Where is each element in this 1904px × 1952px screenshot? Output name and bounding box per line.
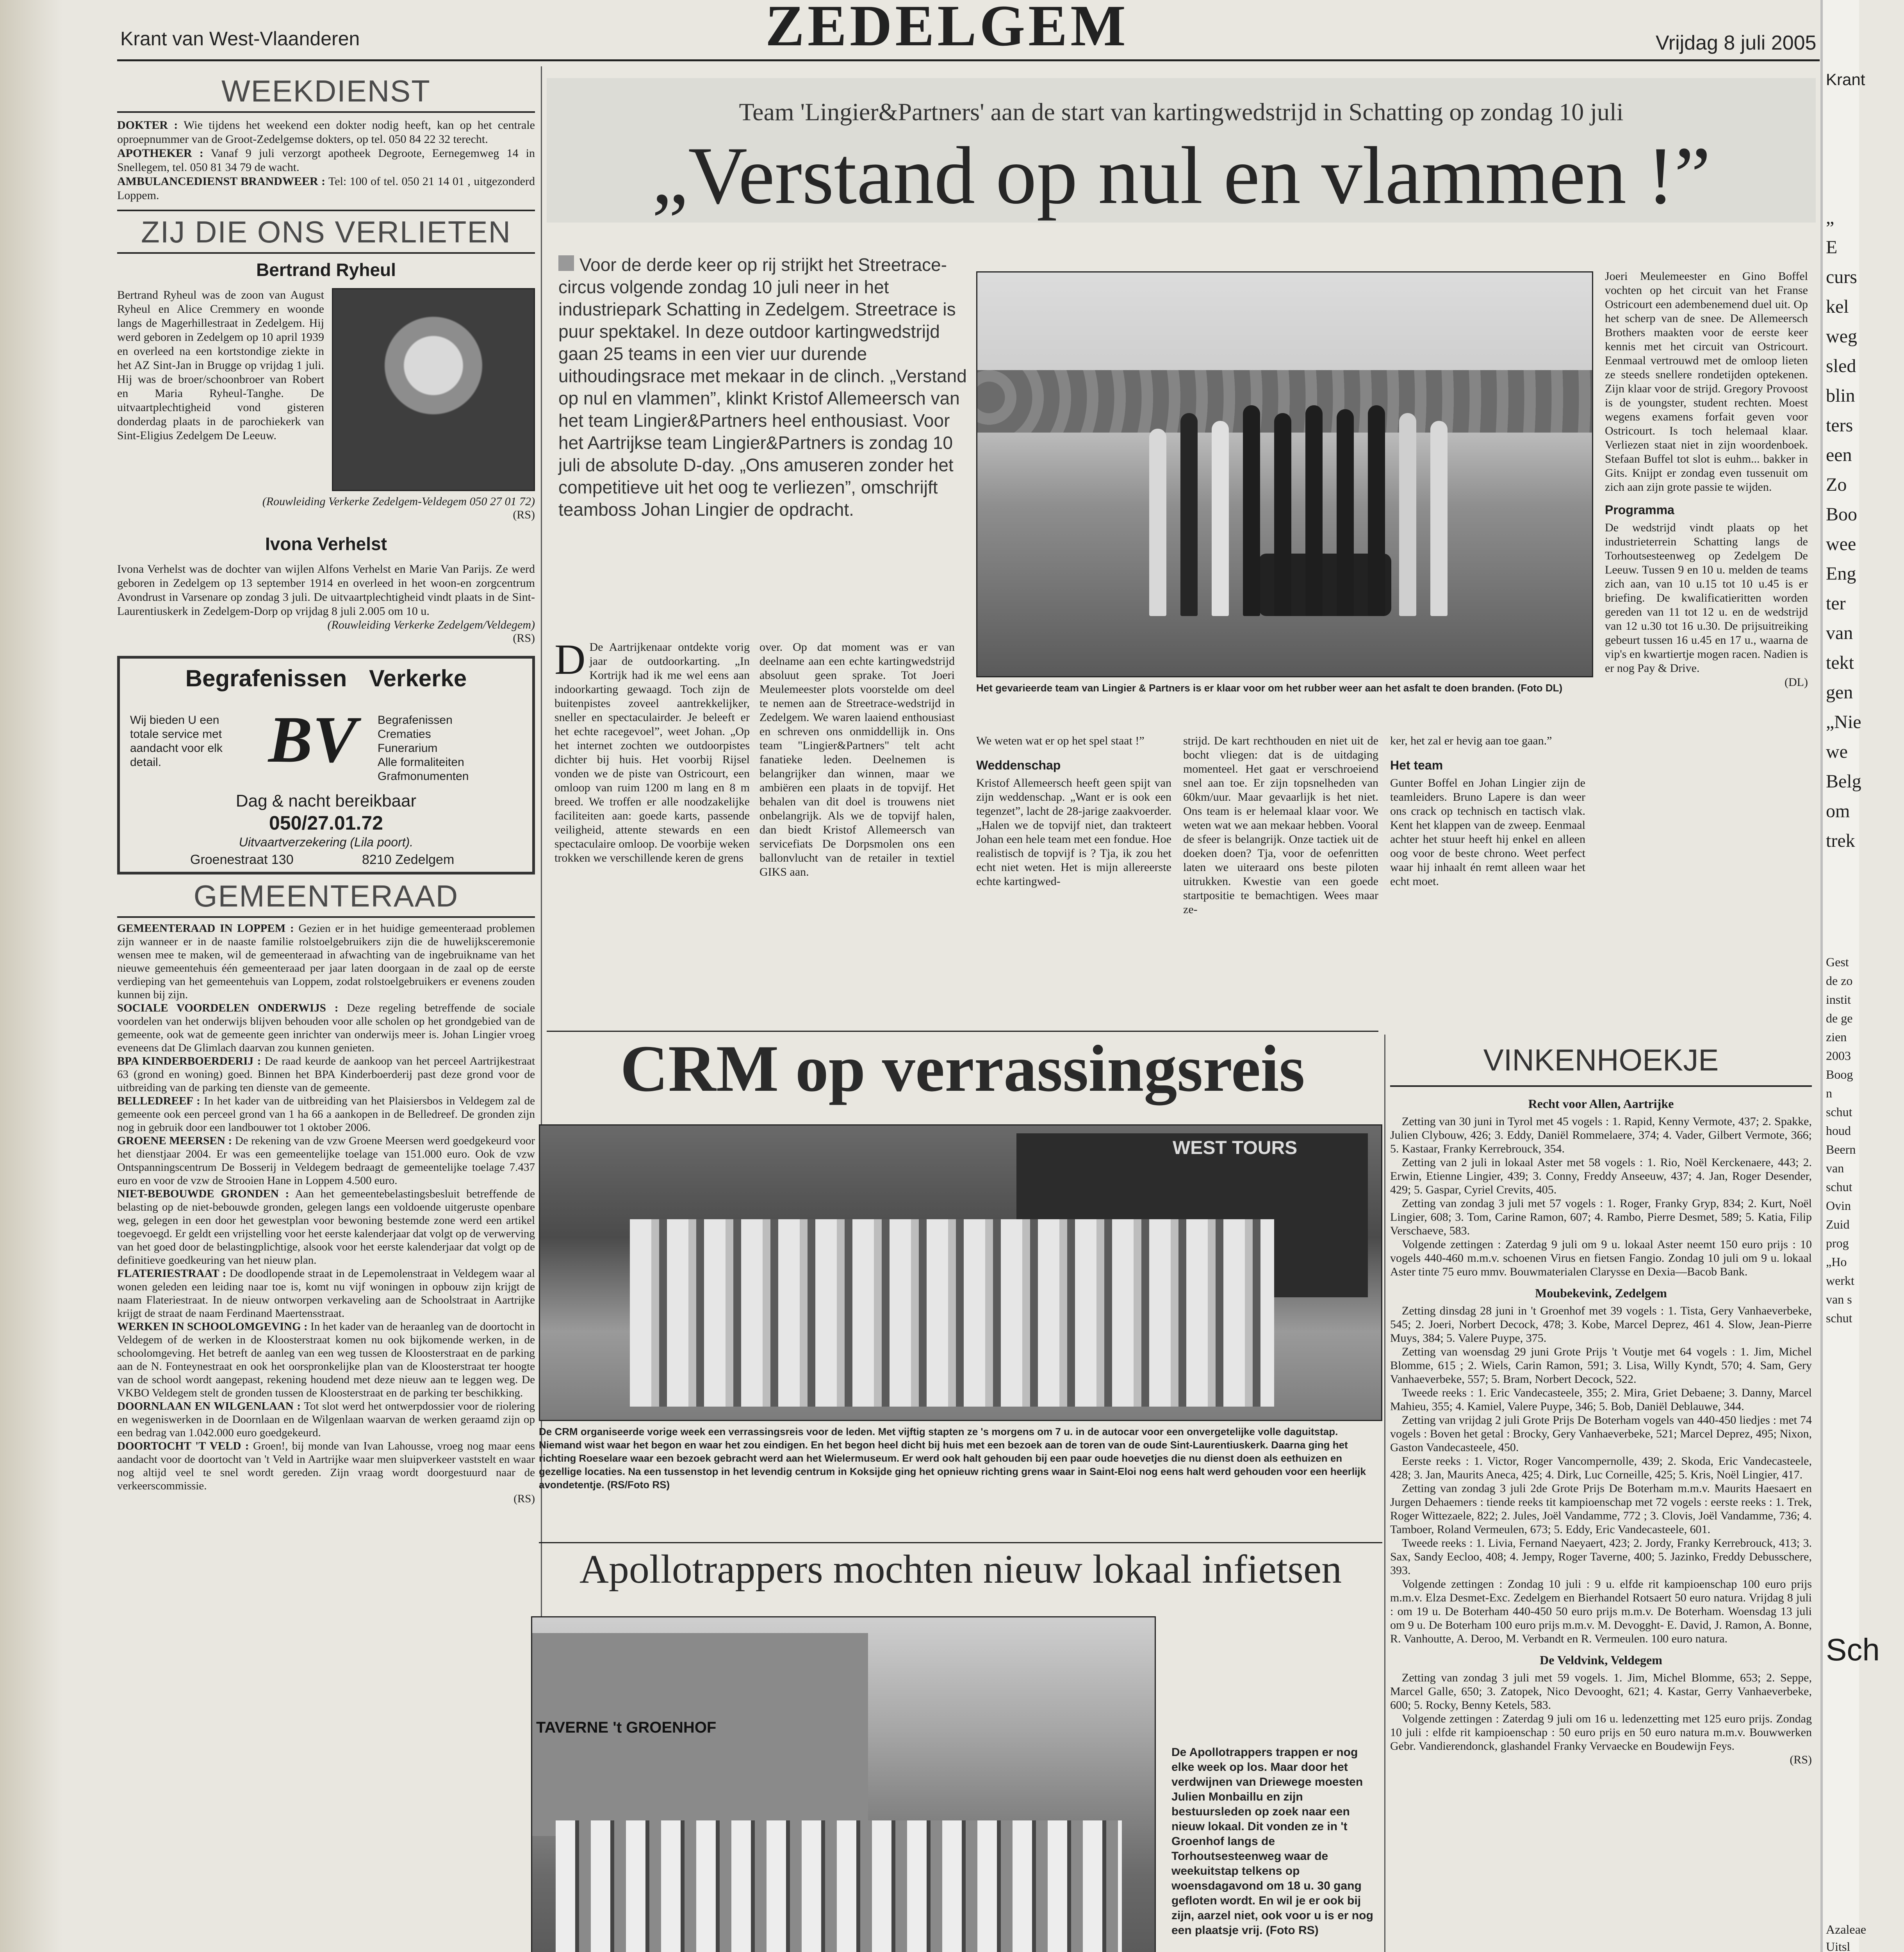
funeral-ad — [117, 656, 535, 874]
fragment: „ — [1826, 207, 1834, 228]
fragment: Zo — [1826, 474, 1847, 495]
result-paragraph: Volgende zettingen : Zaterdag 9 juli om 16 u. ledenzetting met 125 euro prijs. Zondag 10 juli : elfde rit kampioenschap : 50 euro prijs en 50 euro natura m.m.v. Bouwwerken Gebr. Vandierendonck, glashandel Franky Vervaecke en Boudewijn Feys. — [1390, 1712, 1812, 1753]
karting-lead — [558, 254, 972, 521]
club-name: Recht voor Allen, Aartrijke — [1528, 1097, 1674, 1111]
item-label: WERKEN IN SCHOOLOMGEVING : — [117, 1320, 308, 1333]
ad-services — [378, 713, 469, 784]
apollo-side-text: De Apollotrappers trappen er nog elke week op los. Maar door het verdwijnen van Driewege moesten Julien Monbaillu en zijn bestuursleden op zoek naar een nieuw lokaal. Dit vonden ze in 't Groenhof langs de Torhoutsesteenweg waar de weekuitstap telkens op woensdagavond om 18 u. 30 gang gefloten wordt. En wil je er ook bij zijn, aarzel niet, ook voor u is er nog een plaatsje vrij. (Foto RS) — [1171, 1746, 1373, 1937]
fragment: prog — [1826, 1236, 1849, 1250]
obituary-credit: (Rouwleiding Verkerke Zedelgem/Veldegem) — [327, 618, 535, 631]
ad-logo: BV — [268, 703, 357, 776]
fragment: „Nie — [1826, 712, 1861, 732]
fragment: Eng — [1826, 563, 1856, 584]
fragment: van — [1826, 1161, 1844, 1175]
fragment: schut — [1826, 1311, 1852, 1325]
fragment: houd — [1826, 1124, 1851, 1138]
item-text: Gezien er in het huidige gemeenteraad problemen zijn wanneer er in de naaste familie rolstoelgebruikers zijn die de huwelijksceremonie wensen mee te maken, wil de gemeenteraad in afwachting van de ingebruikname van het nieuwe gemeentehuis één gemeenteraad per jaar laten doorgaan in de zaal op de eerste verdieping van het gemeentehuis van Loppem, zodat rolstoelgebruikers er evenens zouden kunnen bij zijn. — [117, 922, 535, 1001]
item-text: Deze regeling betreffende de sociale voordelen van het onderwijs blijven behouden voor alle scholen op het grondgebied van de gemeente, ook wat de gemeente geen inrichter van onderwijs meer is. Johan Lingier vroeg eveneens dat De Glimlach daarvan zou kunnen genieten. — [117, 1002, 535, 1054]
obituary-name: Bertrand Ryheul — [256, 260, 396, 280]
result-paragraph: Volgende zettingen : Zaterdag 9 juli om 9 u. lokaal Aster neemt 150 euro prijs : 10 vogels 440-460 m.m.v. schoenen Virus en fietsen Fangio. Zondag 10 juli om 9 u. lokaal Aster tinte 75 euro mmv. Bouwmaterialen Clarysse en Dexia—Bacob Bank. — [1390, 1238, 1812, 1278]
adjacent-page — [1820, 0, 1880, 1952]
fragment: instit — [1826, 992, 1851, 1006]
item-text: Tot slot werd het ontwerpdossier voor de riolering en wegeniswerken in de Doornlaan en de Wilgenlaan waarvan de werken geraamd zijn op een bedrag van 1.042.000 euro goedgekeurd. — [117, 1400, 535, 1439]
item-label: SOCIALE VOORDELEN ONDERWIJS : — [117, 1002, 339, 1014]
fragment: curs — [1826, 267, 1857, 287]
fragment: Zuid — [1826, 1217, 1850, 1231]
result-paragraph: Eerste reeks : 1. Victor, Roger Vancompernolle, 439; 2. Skoda, Eric Vandecasteele, 428; 3. Jan, Maurits Aneca, 425; 4. Dirk, Luc Corneille, 425; 5. Kris, Noël Lingier, 417. — [1390, 1455, 1812, 1481]
fragment: Ovin — [1826, 1199, 1851, 1213]
item-label: DOORNLAAN EN WILGENLAAN : — [117, 1400, 301, 1412]
fragment: we — [1826, 741, 1848, 762]
service-item: Funerarium — [378, 742, 438, 755]
pharmacist-text: Vanaf 9 juli verzorgt apotheek Degroote, Eernegemweg 14 in Snellegem, tel. 050 81 34 79 de wacht. — [117, 147, 535, 174]
club-name: De Veldvink, Veldegem — [1540, 1653, 1662, 1667]
fragment: Uitsl — [1826, 1940, 1851, 1952]
weekdienst-title: WEEKDIENST — [221, 74, 431, 108]
service-item: Alle formaliteiten — [378, 756, 464, 769]
fragment: Beern — [1826, 1142, 1856, 1156]
fragment: „Ho — [1826, 1255, 1847, 1269]
result-paragraph: Zetting dinsdag 28 juni in 't Groenhof met 39 vogels : 1. Tista, Gery Vanhaeverbeke, 545; 2. Joeri, Norbert Decock, 478; 3. Kobe, Marcel Deprez, 461 4. Slow, Jean-Pierre Muys, 384; 5. Valere Puype, 375. — [1390, 1304, 1812, 1345]
karting-col-2: over. Op dat moment was er van deelname aan een echte kartingwedstrijd absoluut geen sprake. Tot Joeri Meulemeester plots voorstelde om deel te nemen aan de Streetrace-wedstrijd in Zedelgem. We waren laaiend enthousiast en schreven ons onmiddellijk in. Ons team "Lingier&Partners" telt acht fanatieke leden. Deelnemen is belangrijker dan winnen, maar we ambiëren een plaats in de topvijf. Het behalen van dit doel is trouwens niet onbelangrijk. Als we de topvijf halen, dan biedt Kristof Allemeersch van servicefiats De Dorpsmolen ons een ballonvlucht van de retailer in textiel GIKS aan. — [759, 641, 955, 878]
divider — [117, 210, 535, 211]
fragment: Gest — [1826, 955, 1849, 969]
result-paragraph: Zetting van vrijdag 2 juli Grote Prijs De Boterham vogels van 440-450 liedjes : met 74 vogels : Boven het getal : Brocky, Gery Vanhaeverbeke, 521; Marcel Deprez, 495; Nixon, Gaston Vandecasteele, 450. — [1390, 1414, 1812, 1454]
header-rule — [117, 59, 1820, 61]
col-text: De wedstrijd vindt plaats op het industrieterrein Schatting langs de Torhoutsesteenweg op Zedelgem De Leeuw. Tussen 9 en 10 u. melden de teams zich aan, van 10 u.15 tot 10 u.45 is er briefing. De kwalificatieritten worden gereden van 11 tot 12 u. en de wedstrijd van 12 u.30 tot 16 u.30. De prijsuitreiking gebeurt tussen 16 u.45 en 17 u., waarna de vip's en kwartiertje mogen racen. Nadien is er nog Pay & Drive. — [1605, 521, 1808, 675]
item-text: De raad keurde de aankoop van het perceel Aartrijkestraat 63 (grond en woning) goed. Binnen het BPA Kinderboerderij past deze grond voor de uitbreiding van de parking ten dienste van de gemeente. — [117, 1055, 535, 1094]
fragment: blin — [1826, 385, 1855, 406]
obituary-text: Bertrand Ryheul was de zoon van August Ryheul en Alice Cremmery en woonde langs de Magerhillestraat in Zedelgem. Hij werd geboren in Zedelgem op 10 april 1939 en overleed na een kortstondige ziekte in het AZ Sint-Jan in Brugge op vrijdag 1 juli. Hij was de broer/schoonbroer van Robert en Maria Ryheul-Tanghe. De uitvaartplechtigheid vond gisteren donderdag plaats in de parochiekerk van Sint-Eligius Zedelgem De Leeuw. — [117, 289, 324, 442]
author-sign: (DL) — [1785, 676, 1808, 689]
item-text: Aan het gemeentebelastingsbesluit betreffende de belasting op de niet-bebouwde gronden, gelegen langs een voldoende uitgeruste openbare weg, gelegen in een door het gewestplan voor bewoning bestemde zone werd een artikel toegevoegd. Er geldt een vrijstelling voor het eerste kalenderjaar dat volgt op de verwerving van het goed door de belastingplichtige, alsook voor het eerste kalenderjaar dat volgt op de definitieve goedkeuring van het nieuw plan. — [117, 1188, 535, 1266]
section-rule — [539, 1542, 1382, 1543]
crm-headline: CRM op verrassingsreis — [620, 1032, 1305, 1105]
ad-phone: 050/27.01.72 — [269, 812, 383, 834]
item-label: BELLEDREEF : — [117, 1095, 200, 1107]
item-label: DOORTOCHT 'T VELD : — [117, 1440, 249, 1452]
subhead: Het team — [1390, 758, 1443, 772]
vinkenhoekje-title: VINKENHOEKJE — [1483, 1043, 1719, 1077]
fragment: wee — [1826, 534, 1856, 554]
ambulance-label: AMBULANCEDIENST BRANDWEER : — [117, 175, 326, 188]
result-paragraph: Volgende zettingen : Zondag 10 juli : 9 u. elfde rit kampioenschap 100 euro prijs m.m.v. Elza Desmet-Exc. Zedelgem en Bierhandel Rotsaert 50 euro natura. Vrijdag 8 juli : om 19 u. De Boterham 440-450 50 euro prijs m.m.v. De Boterham. Woensdag 13 juli om 9 u. De Boterham 100 euro prijs m.m.v. M. Devogght- E. David, J. Ramon, A. Bonne, R. Vanhoutte, A. Deroo, M. Verbandt en R. Vermeulen. 100 euro natura. — [1390, 1578, 1812, 1645]
fragment: ter — [1826, 593, 1846, 614]
fragment: 2003 — [1826, 1049, 1851, 1063]
item-label: NIET-BEBOUWDE GRONDEN : — [117, 1188, 289, 1200]
ad-title: Begrafenissen Verkerke — [185, 665, 467, 691]
team-group — [1149, 397, 1462, 616]
col-text: Gunter Boffel en Johan Lingier zijn de teamleiders. Bruno Lapere is dan weer ons crack op technisch en tactisch vlak. Kent het klappen van de zweep. Eenmaal achter het stuur heeft hij enkel en alleen oog voor de beste chrono. Weet perfect waar hij inhaalt én remt alleen waar het echt moet. — [1390, 777, 1585, 888]
divider — [1390, 1085, 1812, 1087]
fragment: van — [1826, 623, 1853, 643]
fragment: n — [1826, 1086, 1832, 1100]
ambulance-text: Tel: 100 of tel. 050 21 14 01 , uitgezonderd Loppem. — [117, 175, 535, 202]
item-text: De rekening van de vzw Groene Meersen werd goedgekeurd voor het dienstjaar 2004. Er was een gemeentelijke toelage van 151.000 euro. Ook de vzw Ontspanningscentrum De Bosserij in Veldegem bedraagt de gemeentelijke toelage 7.437 euro en voor de vzw de Strooien Hane in Loppem 4.500 euro. — [117, 1135, 535, 1187]
item-text: De doodlopende straat in de Lepemolenstraat in Veldegem waar al wonen geleden een leiding naar toe is, komt nu vijf woningen in opbouw zijn krijgt de naam Flateriestraat. In de nieuw ontworpen verkaveling aan de Schoolstraat in Aartrijke krijgt de straat de naam Ferdinand Maertensstraat. — [117, 1267, 535, 1320]
service-item: Crematies — [378, 728, 431, 741]
author-sign: (RS) — [513, 632, 535, 645]
karting-kicker: Team 'Lingier&Partners' aan de start van kartingwedstrijd in Schatting op zondag 10 juli — [739, 98, 1624, 126]
fragment: ters — [1826, 415, 1853, 436]
council-text — [117, 922, 535, 1492]
team-photo-caption: Het gevarieerde team van Lingier & Partners is er klaar voor om het rubber weer aan het asfalt te doen branden. (Foto DL) — [976, 682, 1563, 694]
fragment: Boog — [1826, 1067, 1853, 1081]
fragment: Azaleae — [1826, 1922, 1867, 1936]
result-paragraph: Tweede reeks : 1. Eric Vandecasteele, 355; 2. Mira, Griet Debaene; 3. Danny, Marcel Mahieu, 355; 4. Kamiel, Valere Puype, 346; 5. Bob, Daniël Deblauwe, 344. — [1390, 1386, 1812, 1413]
fragment: schut — [1826, 1105, 1852, 1119]
team-photo — [976, 271, 1593, 677]
vinkenhoekje-body — [1390, 1093, 1812, 1767]
page-binding-shadow — [0, 0, 62, 1952]
group — [630, 1219, 1274, 1407]
item-text: In het kader van de uitbreiding van het Plaisiersbos in Veldegem zal de gemeente ook een perceel grond van 1 ha 66 a aankopen in de Belledreef. De gronden zijn nog in gebruik door een landbouwer tot 1 oktober 2006. — [117, 1095, 535, 1134]
ad-note: Uitvaartverzekering (Lila poort). — [239, 835, 414, 849]
subhead: Weddenschap — [976, 758, 1061, 772]
fragment: Belg — [1826, 771, 1861, 792]
item-text: Groen!, bij monde van Ivan Lahousse, vroeg nog maar eens aandacht voor de doortocht van 't Veld in Aartrijke waar men sluipverkeer vaststelt en waar nog altijd veel te snel wordt gereden. Zijn vraag wordt doorgestuurd naar de verkeerscommissie. — [117, 1440, 535, 1492]
karting-col-3 — [976, 734, 1171, 889]
tavern-sign: TAVERNE 't GROENHOF — [536, 1719, 717, 1736]
cyclists — [556, 1820, 1122, 1952]
issue-date: Vrijdag 8 juli 2005 — [1656, 32, 1817, 54]
fragment: sled — [1826, 356, 1856, 376]
lead-marker-icon — [558, 255, 574, 271]
obituary-name: Ivona Verhelst — [265, 534, 387, 554]
fragment: de ge — [1826, 1011, 1853, 1025]
portrait-photo — [332, 288, 535, 491]
subhead: Programma — [1605, 503, 1674, 517]
col-text: We weten wat er op het spel staat !” — [976, 734, 1145, 747]
fragment: zien — [1826, 1030, 1847, 1044]
pharmacist-label: APOTHEKER : — [117, 147, 203, 160]
fragment: kel — [1826, 296, 1849, 317]
fragment: trek — [1826, 830, 1855, 851]
fragment: van s — [1826, 1292, 1852, 1306]
publication-name: Krant van West-Vlaanderen — [120, 28, 360, 50]
service-item: Grafmonumenten — [378, 770, 469, 783]
author-sign: (RS) — [513, 508, 535, 521]
ad-address-city: 8210 Zedelgem — [362, 852, 455, 867]
karting-headline: „Verstand op nul en vlammen !” — [652, 130, 1711, 221]
adjacent-text — [1826, 953, 1904, 1327]
obituary-credit: (Rouwleiding Verkerke Zedelgem-Veldegem 050 27 01 72) — [262, 495, 535, 508]
club-name: Moubekevink, Zedelgem — [1535, 1286, 1667, 1300]
doctor-label: DOKTER : — [117, 119, 178, 132]
apollo-photo — [531, 1616, 1156, 1952]
divider — [117, 916, 535, 918]
col-text: Kristof Allemeersch heeft geen spijt van zijn weddenschap. „Want er is ook een tegenzet”, lacht de 28-jarige zaakvoerder. „Halen we de topvijf niet, dan trakteert Johan een hele team met een fondue. Hoe realistisch de topvijf is ? Tja, ik zou het echt niet weten. Het is mijn allereerste echte kartingwed- — [976, 777, 1171, 888]
fragment: werkt — [1826, 1273, 1854, 1288]
fragment: E — [1826, 237, 1838, 258]
apollo-headline: Apollotrappers mochten nieuw lokaal infietsen — [579, 1547, 1342, 1592]
result-paragraph: Zetting van zondag 3 juli 2de Grote Prijs De Boterham m.m.v. Maurits Haesaert en Jurgen Dehaemers : tiende reeks tit kampioenschap met 72 vogels : eerste reeks : 1. Trek, Roger Wittezaele, 822; 2. Jules, Joël Vandamme, 772 ; 3. Clovis, Joël Vandamme, 736; 4. Tamboer, Roland Vermeulen, 673; 5. Eddy, Eric Vandecasteele, 601. — [1390, 1482, 1812, 1536]
col-text: Joeri Meulemeester en Gino Boffel vochten op het circuit van het Franse Ostricourt een adembenemend duel uit. Op het scherp van de snee. De Allemeersch Brothers maakten voor de eerste keer kennis met het circuit van Ostricourt. Eenmaal vertrouwd met de omloop lieten ze steeds snellere rondetijden optekenen. Zijn klaar voor de strijd. Gregory Provoost is de youngster, student rechten. Moest wegens examens forfait geven voor Ostricourt. Is toch helemaal klaar. Verliezen staat niet in zijn woordenboek. Stefaan Buffel tot slot is euhm... bakker in Gits. Knijpt er zondag even tussenuit om zich aan zijn grote passie te wijden. — [1605, 270, 1808, 493]
service-item: Begrafenissen — [378, 714, 453, 727]
karting-col-5 — [1390, 734, 1585, 889]
item-label: GEMEENTERAAD IN LOPPEM : — [117, 922, 294, 935]
karting-col-4: strijd. De kart rechthouden en niet uit de bocht vliegen: dat is de uitdaging momenteel. Het gaat er verschroeiend snel aan toe. Er zijn topsnelheden van 60km/uur. Maar gevaarlijk is het niet. Ons team is er helemaal klaar voor. We weten wat we aan mekaar hebben. Vooral de sfeer is belangrijk. Onze tactiek uit de doeken doen? Tja, voor de oefenritten laten we uiteraard ons beste piloten uitrukken. Kwestie van een goede startpositie te bemachtigen. Wees maar ze- — [1183, 734, 1378, 916]
result-paragraph: Zetting van 30 juni in Tyrol met 45 vogels : 1. Rapid, Kenny Vermote, 437; 2. Spakke, Julien Clybouw, 426; 3. Eddy, Daniël Rommelaere, 374; 4. Vader, Gilbert Vermote, 366; 5. Kastaar, Franky Kerrebrouck, 354. — [1390, 1115, 1812, 1155]
section-title: ZEDELGEM — [765, 0, 1129, 58]
col-text: De Aartrijkenaar ontdekte vorig jaar de outdoorkarting. „In Kortrijk had ik me wel eens aan indoorkarting gewaagd. Toch zijn de buitenpistes zoveel aantrekkelijker, sneller en spectaculairder. Je beleeft er het echte racegevoel”, weet Johan. „Op het internet zochten we outdoorpistes dichter bij huis. Het voorbij Rijsel vonden we de piste van Ostricourt, een omloop van ruim 1200 m lang en 8 m breed. We troffen er alle noodzakelijke faciliteiten aan: goede karts, passende veiligheid, attente stewards en een spectaculaire omloop. De voorbije weken trokken we verschillende keren de grens — [554, 641, 750, 864]
fragment: gen — [1826, 682, 1853, 703]
lead-text: Voor de derde keer op rij strijkt het Streetrace-circus volgende zondag 10 juli neer in het industriepark Schatting in Zedelgem. Streetrace is puur spektakel. In deze outdoor kartingwedstrijd gaan 25 teams in een vier uur durende uithoudingsrace met mekaar in de clinch. „Verstand op nul en vlammen”, klinkt Kristof Allemeersch van het team Lingier&Partners heel enthousiast. Voor het Aartrijkse team Lingier&Partners is zondag 10 juli de absolute D-day. „Ons amuseren zonder het competitieve uit het oog te verliezen”, omschrijft teamboss Johan Lingier de opdracht. — [558, 255, 967, 520]
result-paragraph: Tweede reeks : 1. Livia, Fernand Naeyaert, 423; 2. Jordy, Franky Kerrebrouck, 413; 3. Sax, Sandy Eecloo, 408; 4. Jempy, Roger Taverne, 400; 5. Jazinko, Freddy Debusschere, 393. — [1390, 1537, 1812, 1577]
column-divider — [1384, 1035, 1385, 1952]
dropcap: D — [554, 636, 586, 683]
ad-tagline: Dag & nacht bereikbaar — [235, 791, 417, 810]
result-paragraph: Zetting van woensdag 29 juni Grote Prijs 't Voutje met 64 vogels : 1. Jim, Michel Blomme, 615 ; 2. Wiels, Carin Ramon, 591; 3. Lisa, Willy Kyndt, 570; 4. Sam, Gery Vanhaeverbeke, 557; 5. Bram, Norbert Decock, 522. — [1390, 1345, 1812, 1386]
adjacent-text — [1826, 203, 1904, 856]
karting-col-1 — [554, 636, 750, 865]
item-label: FLATERIESTRAAT : — [117, 1267, 226, 1280]
fragment: schut — [1826, 1180, 1852, 1194]
item-label: GROENE MEERSEN : — [117, 1135, 232, 1147]
adjacent-text — [1826, 1921, 1904, 1952]
adjacent-heading: Sch — [1826, 1632, 1880, 1667]
crm-group-photo — [539, 1124, 1382, 1421]
item-label: BPA KINDERBOERDERIJ : — [117, 1055, 261, 1067]
fragment: om — [1826, 801, 1850, 821]
divider — [117, 252, 535, 254]
crm-caption: De CRM organiseerde vorige week een verrassingsreis voor de leden. Met vijftig stapten ze 's morgens om 7 u. in de autocar voor een onvergetelijke volle daguitstap. Niemand wist waar het begon en waar het zou eindigen. En het begon heel dicht bij huis met een bezoek aan de toren van de oude Sint-Laurentiuskerk. Daarna ging het richting Roeselare waar een bezoek gebracht werd aan het Wielermuseum. Er werd ook halt gehouden bij een paar oude hoevetjes die nu dienst doen als eethuizen en gezellige locaties. Na een tussenstop in het levendig centrum in Koksijde ging het opnieuw richting grens waar in Saint-Eloi nog eens halt werd gehouden voor een heerlijk avondetentje. (RS/Foto RS) — [539, 1426, 1366, 1491]
result-paragraph: Zetting van 2 juli in lokaal Aster met 58 vogels : 1. Rio, Noël Kerckenaere, 443; 2. Erwin, Etienne Lingier, 439; 3. Conny, Freddy Anseeuw, 437; 4. Jan, Roger Desender, 429; 5. Gaspar, Cyriel Crevits, 405. — [1390, 1156, 1812, 1196]
author-sign: (RS) — [1790, 1753, 1812, 1766]
fragment: Boo — [1826, 504, 1858, 525]
ad-address-street: Groenestraat 130 — [190, 852, 294, 867]
weekdienst-text — [117, 118, 535, 203]
ad-left-text: Wij bieden U een totale service met aandacht voor elk detail. — [130, 714, 223, 769]
fragment: de zo — [1826, 974, 1853, 988]
result-paragraph: Zetting van zondag 3 juli met 57 vogels : 1. Roger, Franky Gryp, 834; 2. Kurt, Noël Lingier, 608; 3. Tom, Carine Ramon, 607; 4. Rambo, Pierre Desmet, 589; 5. Katia, Filip Verschaeve, 583. — [1390, 1197, 1812, 1237]
karting-right-column — [1605, 269, 1808, 689]
result-paragraph: Zetting van zondag 3 juli met 59 vogels. 1. Jim, Michel Blomme, 653; 2. Seppe, Marcel Galle, 650; 3. Zatopek, Nico Devooght, 621; 4. Kastar, Gerry Vanhaeverbeke, 600; 5. Rocky, Benny Ketels, 583. — [1390, 1671, 1812, 1712]
council-title: GEMEENTERAAD — [193, 879, 459, 913]
adjacent-header: Krant — [1826, 70, 1865, 89]
left-column — [117, 66, 535, 1952]
divider — [117, 111, 535, 113]
fragment: een — [1826, 445, 1852, 465]
obituaries-title: ZIJ DIE ONS VERLIETEN — [141, 215, 511, 249]
fragment: weg — [1826, 326, 1857, 347]
obituary-text: Ivona Verhelst was de dochter van wijlen Alfons Verhelst en Marie Van Parijs. Ze werd geboren in Zedelgem op 13 september 1914 en overleed in het woon-en zorgcentrum Avondrust in Varsenare op zondag 3 juli. De uitvaartplechtigheid vindt plaats in de Sint-Laurentiuskerk in Zedelgem-Dorp op vrijdag 8 juli 2.005 om 10 u. — [117, 563, 535, 618]
doctor-text: Wie tijdens het weekend een dokter nodig heeft, kan op het centrale oproepnummer van de Groot-Zedelgemse dokters, op tel. 050 84 22 32 terecht. — [117, 119, 535, 146]
item-text: In het kader van de heraanleg van de doortocht in Veldegem of de werken in de Kloosterstraat komen nu ook bijkomende werken, in de schoolomgeving. Het betreft de aanleg van een weg tussen de Kloosterstraat en de parking aan de N. Fonteynestraat en ook het oorspronkelijke plan van de Kloosterstraat ter hoogte van de school wordt aangepast, rekening houdend met deze nieuw aan te leggen weg. De VKBO Veldegem stelt de gronden tussen de Kloosterstraat en de parking ter beschikking. — [117, 1320, 535, 1399]
col-text: ker, het zal er hevig aan toe gaan.” — [1390, 734, 1552, 747]
bus-sign: WEST TOURS — [1173, 1138, 1298, 1158]
fragment: tekt — [1826, 652, 1854, 673]
author-sign: (RS) — [513, 1492, 535, 1505]
